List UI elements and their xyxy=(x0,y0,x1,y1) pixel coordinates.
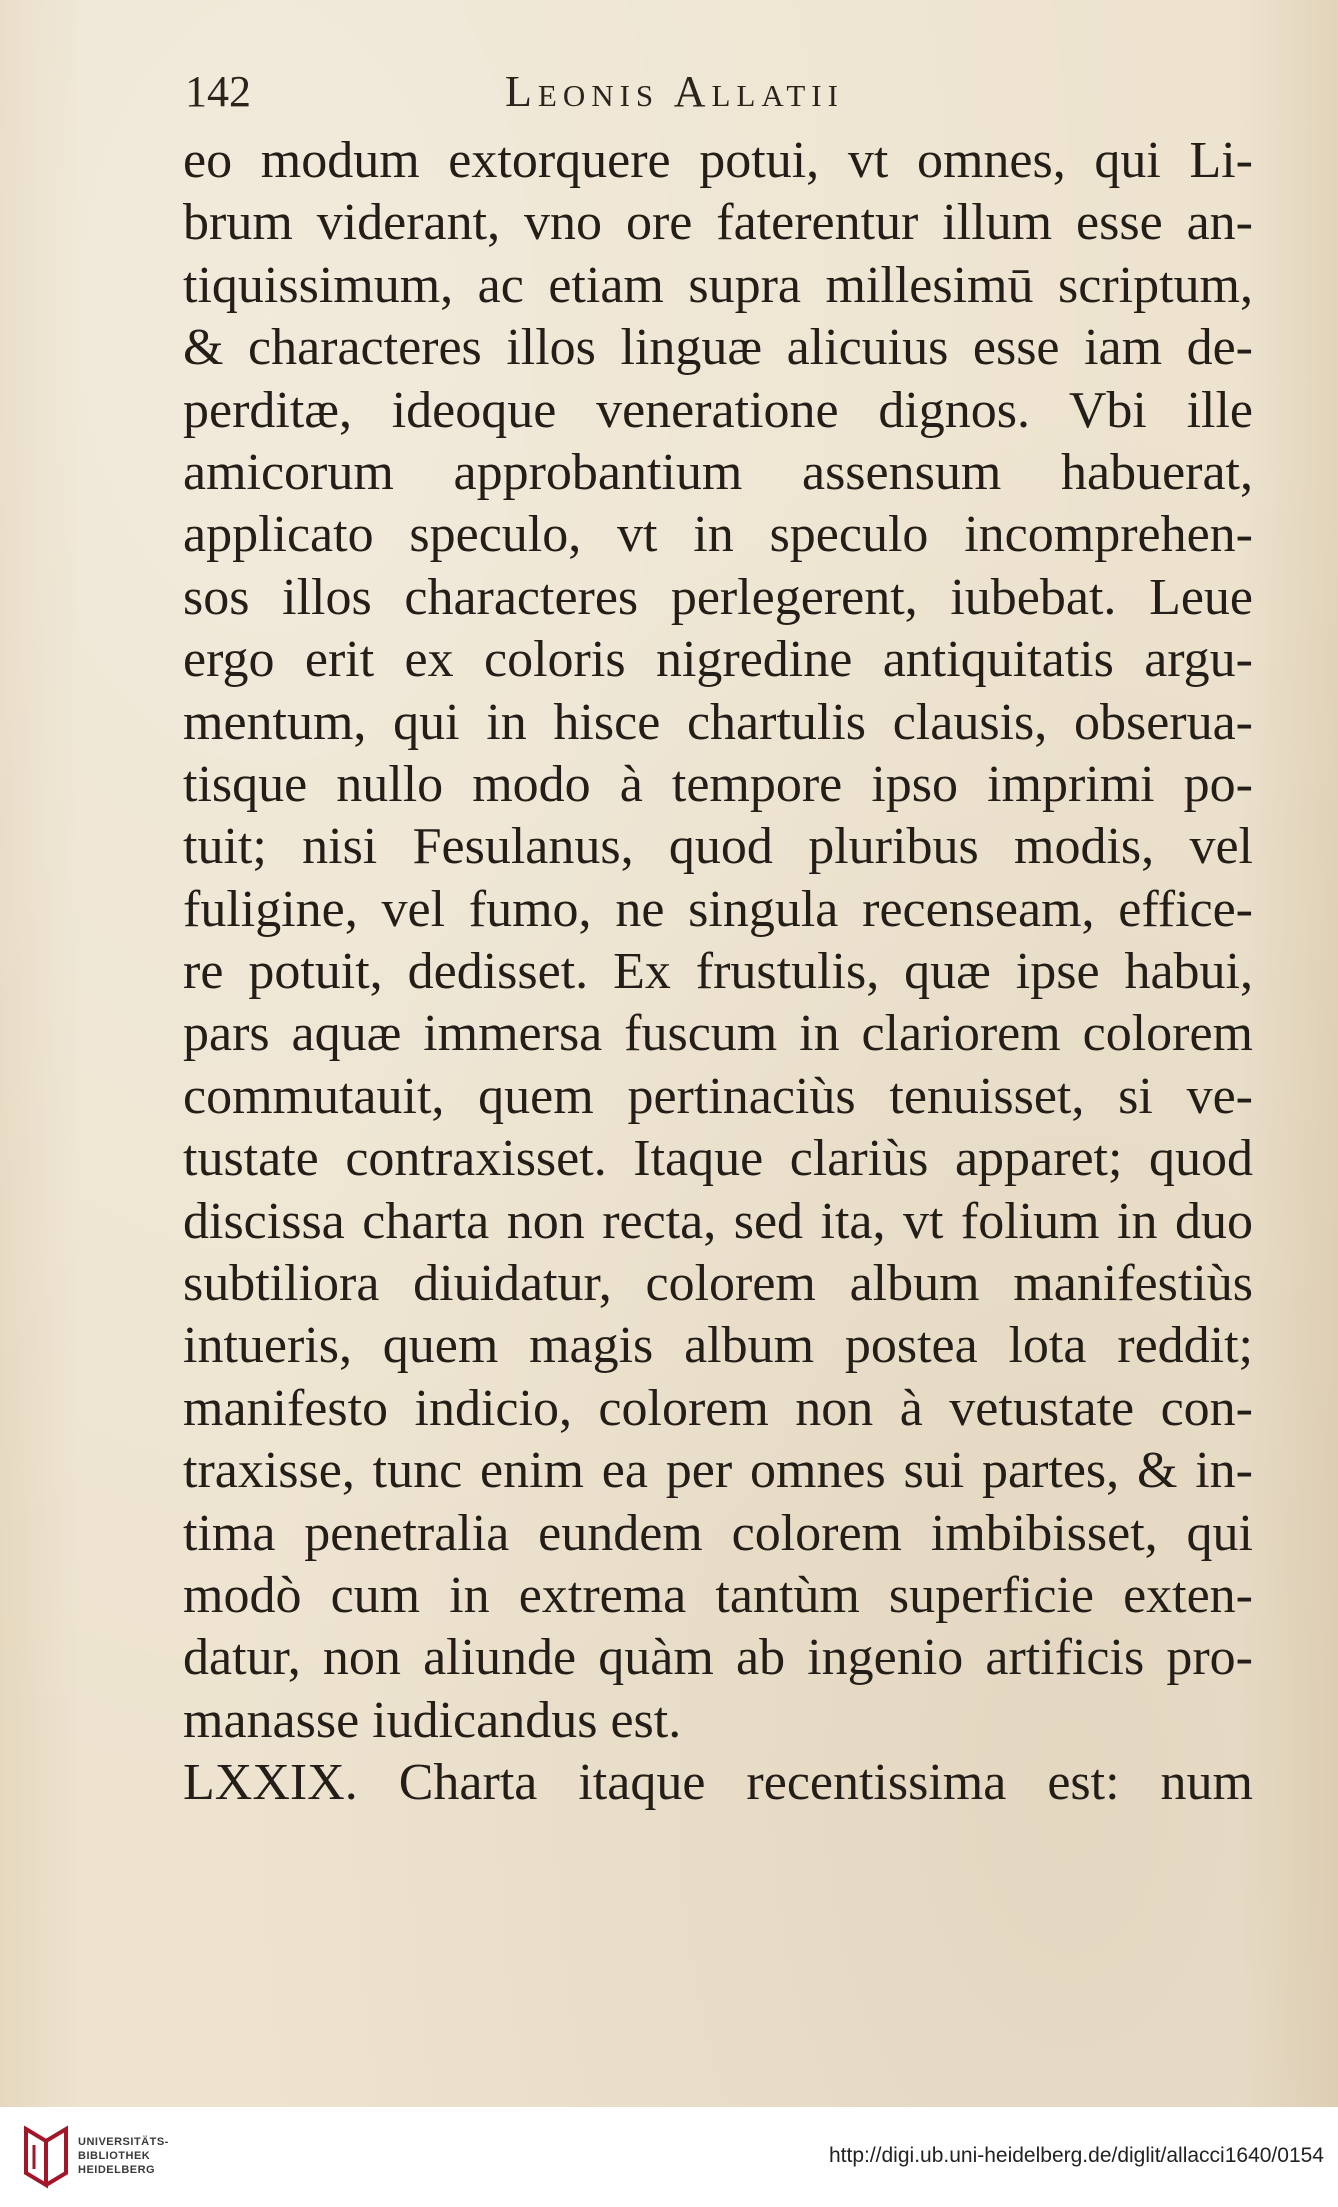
text-line: fuligine, vel fumo, ne singula recenseam, effice- xyxy=(183,880,1253,938)
text-line: pars aquæ immersa fuscum in clariorem colorem xyxy=(183,1005,1253,1063)
text-line: tuit; nisi Fesulanus, quod pluribus modis, vel xyxy=(183,818,1253,876)
text-line: amicorum approbantium assensum habuerat, xyxy=(183,443,1253,501)
text-line: tiquissimum, ac etiam supra millesimū scriptum, xyxy=(183,256,1253,314)
text-line: mentum, qui in hisce chartulis clausis, obserua- xyxy=(183,693,1253,751)
running-title: Leonis Allatii xyxy=(505,67,844,116)
text-line: eo modum extorquere potui, vt omnes, qui Li- xyxy=(183,132,1253,189)
text-line: discissa charta non recta, sed ita, vt folium in duo xyxy=(183,1192,1253,1250)
text-line: manifesto indicio, colorem non à vetustate con- xyxy=(183,1379,1253,1437)
library-logo-text xyxy=(78,2135,169,2177)
logo-line: BIBLIOTHEK xyxy=(78,2150,151,2162)
footer-bar xyxy=(0,2107,1338,2207)
text-line: tustate contraxisset. Itaque clariùs apparet; quod xyxy=(183,1130,1253,1188)
text-line: tisque nullo modo à tempore ipso imprimi po- xyxy=(183,755,1253,813)
text-line: modò cum in extrema tantùm superficie exten- xyxy=(183,1566,1253,1624)
text-line: manasse iudicandus est. xyxy=(183,1691,682,1749)
library-logo[interactable] xyxy=(20,2121,190,2193)
text-line: commutauit, quem pertinaciùs tenuisset, si ve- xyxy=(183,1067,1253,1125)
logo-line: UNIVERSITÄTS- xyxy=(78,2136,169,2148)
text-line: datur, non aliunde quàm ab ingenio artificis pro- xyxy=(183,1629,1253,1687)
text-line: & characteres illos linguæ alicuius esse iam de- xyxy=(183,319,1253,377)
text-line: LXXIX. Charta itaque recentissima est: num xyxy=(183,1754,1253,1812)
text-line: subtiliora diuidatur, colorem album manifestiùs xyxy=(183,1255,1253,1313)
text-line: sos illos characteres perlegerent, iubebat. Leue xyxy=(183,568,1253,626)
text-line: ergo erit ex coloris nigredine antiquitatis argu- xyxy=(183,631,1253,689)
library-logo-icon xyxy=(20,2125,72,2189)
body-text xyxy=(183,130,1253,1815)
running-head xyxy=(185,62,1255,122)
text-line: brum viderant, vno ore faterentur illum esse an- xyxy=(183,194,1253,252)
logo-line: HEIDELBERG xyxy=(78,2164,156,2176)
page-number: 142 xyxy=(185,67,251,116)
text-line: applicato speculo, vt in speculo incomprehen- xyxy=(183,506,1253,564)
text-line: traxisse, tunc enim ea per omnes sui partes, & in- xyxy=(183,1442,1253,1500)
text-line: re potuit, dedisset. Ex frustulis, quæ ipse habui, xyxy=(183,943,1253,1001)
source-url-link[interactable]: http://digi.ub.uni-heidelberg.de/diglit/allacci1640/0154 xyxy=(828,2144,1324,2167)
text-line: tima penetralia eundem colorem imbibisset, qui xyxy=(183,1504,1253,1562)
text-line: intueris, quem magis album postea lota reddit; xyxy=(183,1317,1253,1375)
text-line: perditæ, ideoque veneratione dignos. Vbi ille xyxy=(183,381,1253,439)
